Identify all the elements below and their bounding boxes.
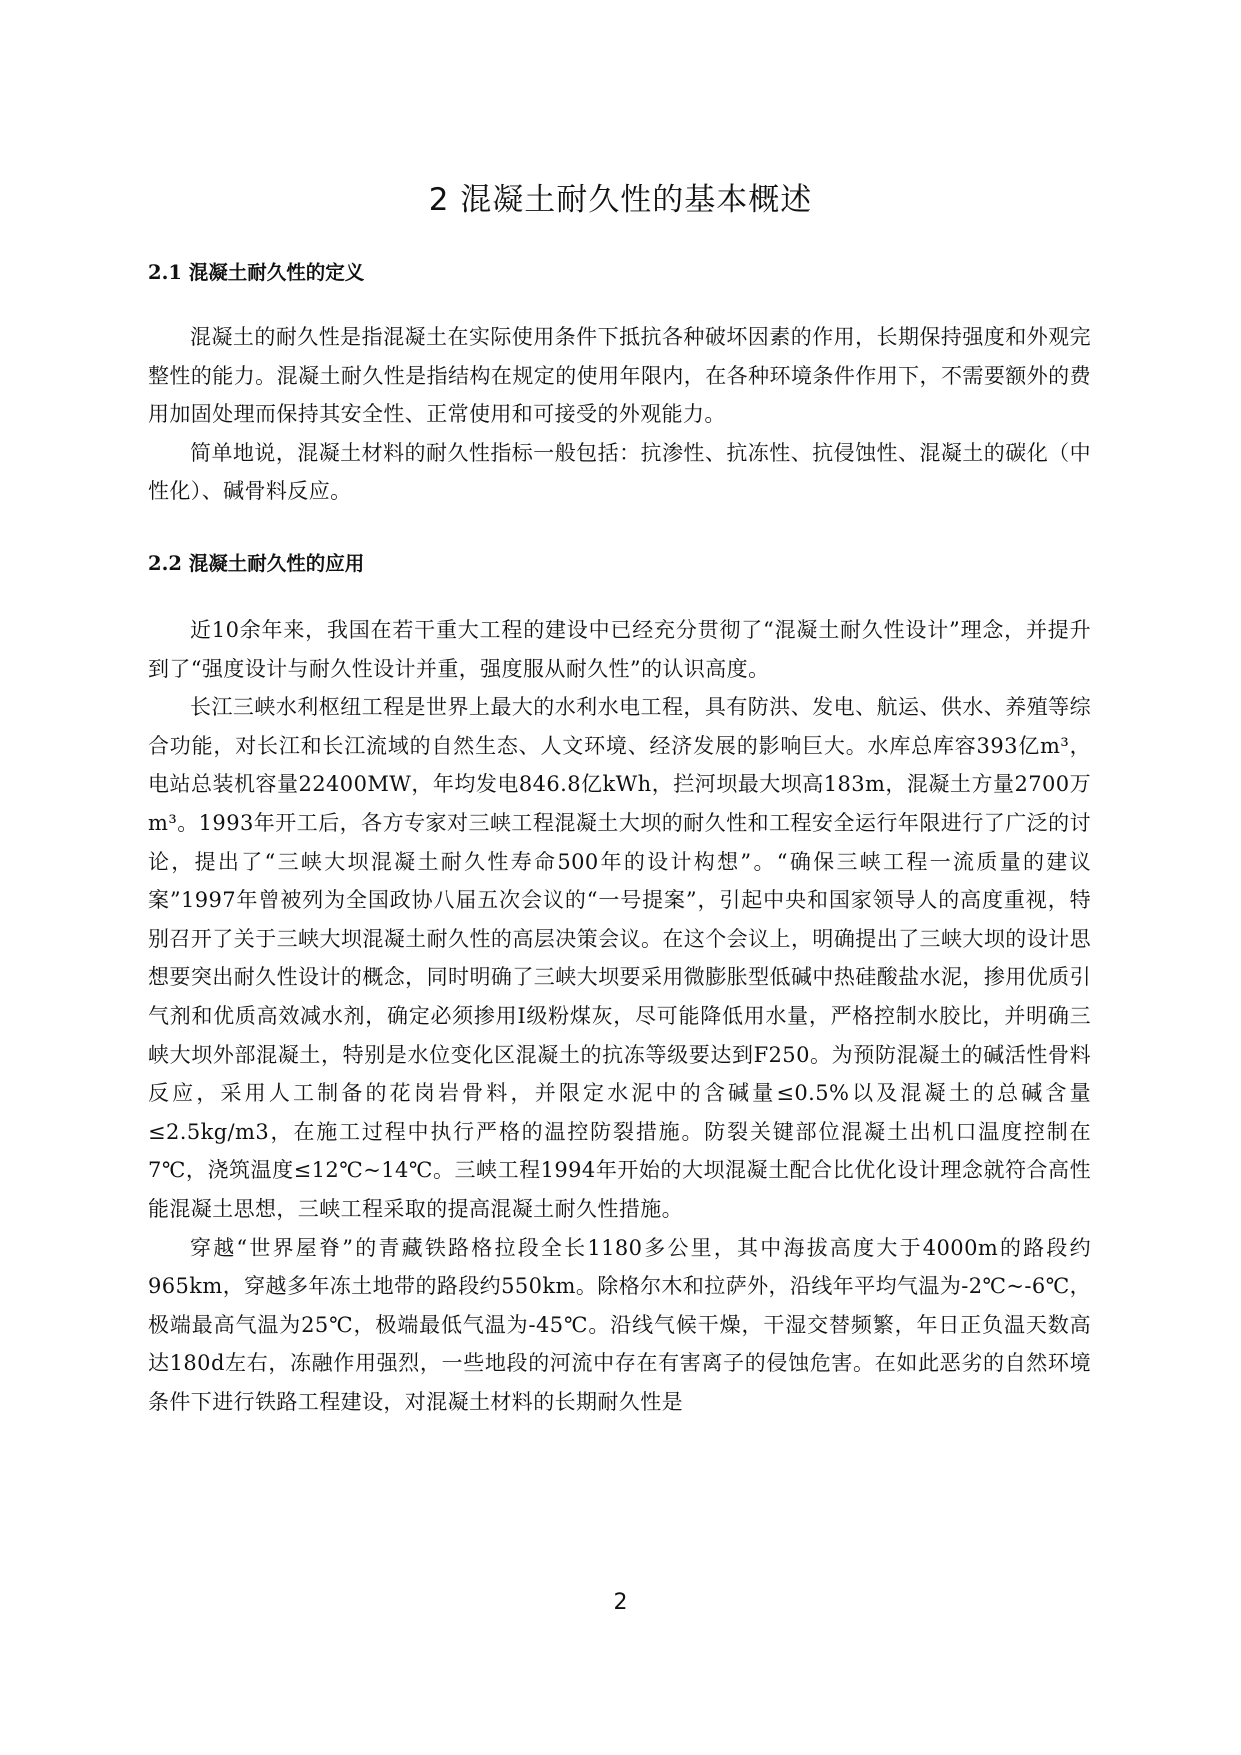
paragraph: 混凝土的耐久性是指混凝土在实际使用条件下抵抗各种破坏因素的作用，长期保持强度和外观完整性的能力。混凝土耐久性是指结构在规定的使用年限内，在各种环境条件作用下，不需要额外的费用加固处理而保持其安全性、正常使用和可接受的外观能力。 [148, 325, 1091, 427]
paragraph: 穿越“世界屋脊”的青藏铁路格拉段全长1180多公里，其中海拔高度大于4000m的路段约965km，穿越多年冻土地带的路段约550km。除格尔木和拉萨外，沿线年平均气温为-2℃~-6℃，极端最高气温为25℃，极端最低气温为-45℃。沿线气候干燥，干湿交替频繁，年日正负温天数高达180d左右，冻融作用强烈，一些地段的河流中存在有害离子的侵蚀危害。在如此恶劣的自然环境条件下进行铁路工程建设，对混凝土材料的长期耐久性是 [148, 1235, 1091, 1414]
page-number: 2 [613, 1590, 628, 1615]
section-2-1-body [148, 318, 1091, 511]
paragraph: 近10余年来，我国在若干重大工程的建设中已经充分贯彻了“混凝土耐久性设计”理念，并提升到了“强度设计与耐久性设计并重，强度服从耐久性”的认识高度。 [148, 618, 1091, 681]
section-2-2-body [148, 611, 1091, 1421]
paragraph: 长江三峡水利枢纽工程是世界上最大的水利水电工程，具有防洪、发电、航运、供水、养殖等综合功能，对长江和长江流域的自然生态、人文环境、经济发展的影响巨大。水库总库容393亿m³，电站总装机容量22400MW，年均发电846.8亿kWh，拦河坝最大坝高183m，混凝土方量2700万m³。1993年开工后，各方专家对三峡工程混凝土大坝的耐久性和工程安全运行年限进行了广泛的讨论，提出了“三峡大坝混凝土耐久性寿命500年的设计构想”。“确保三峡工程一流质量的建议案”1997年曾被列为全国政协八届五次会议的“一号提案”，引起中央和国家领导人的高度重视，特别召开了关于三峡大坝混凝土耐久性的高层决策会议。在这个会议上，明确提出了三峡大坝的设计思想要突出耐久性设计的概念，同时明确了三峡大坝要采用微膨胀型低碱中热硅酸盐水泥，掺用优质引气剂和优质高效减水剂，确定必须掺用Ⅰ级粉煤灰，尽可能降低用水量，严格控制水胶比，并明确三峡大坝外部混凝土，特别是水位变化区混凝土的抗冻等级要达到F250。为预防混凝土的碱活性骨料反应，采用人工制备的花岗岩骨料，并限定水泥中的含碱量≤0.5%以及混凝土的总碱含量≤2.5kg/m3，在施工过程中执行严格的温控防裂措施。防裂关键部位混凝土出机口温度控制在7℃，浇筑温度≤12℃~14℃。三峡工程1994年开始的大坝混凝土配合比优化设计理念就符合高性能混凝土思想，三峡工程采取的提高混凝土耐久性措施。 [148, 695, 1091, 1221]
paragraph: 简单地说，混凝土材料的耐久性指标一般包括：抗渗性、抗冻性、抗侵蚀性、混凝土的碳化（中性化）、碱骨料反应。 [148, 440, 1091, 504]
section-heading-2-1: 2.1 混凝土耐久性的定义 [148, 261, 365, 284]
section-heading-2-2: 2.2 混凝土耐久性的应用 [148, 552, 365, 575]
chapter-title: 2 混凝土耐久性的基本概述 [428, 182, 813, 218]
